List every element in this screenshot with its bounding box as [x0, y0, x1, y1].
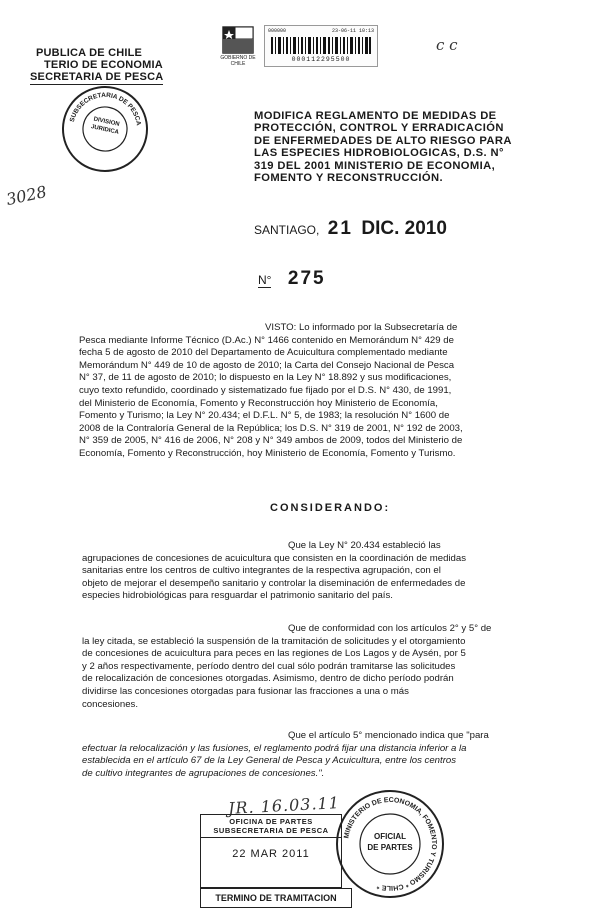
- para1-line: agrupaciones de concesiones de acuicultura que consisten en la coordinación de medidas: [82, 552, 467, 564]
- stamp-date: 22 MAR 2011: [232, 848, 310, 860]
- para1-line: especies hidrobiológicas para resguardar el patrimonio sanitario del país.: [82, 590, 393, 602]
- para3-line: efectuar la relocalización y las fusiones, el reglamento podrá fijar una distancia inferior a la: [82, 742, 467, 754]
- visto-line: 2008 de la Contraloría General de la República; los D.S. N° 319 de 2001, N° 192 de 2003,: [79, 422, 463, 434]
- visto-line: N° 359 de 2005, N° 416 de 2006, N° 208 y N° 349 ambos de 2009, todos del Ministerio de: [79, 435, 463, 447]
- title-line-5: 319 DEL 2001 MINISTERIO DE ECONOMIA,: [254, 159, 496, 172]
- para1-line: sanitarias entre los centros de cultivo integrantes de la respectiva agrupación, con el: [82, 565, 441, 577]
- title-line-6: FOMENTO Y RECONSTRUCCIÓN.: [254, 172, 444, 185]
- para2-line: la ley citada, se estableció la suspensión de la tramitación de solicitudes y el otorgamiento: [82, 635, 466, 647]
- considerando-paragraph-2: [82, 623, 528, 711]
- visto-line: Memorándum N° 449 de 10 de agosto de 2010; la Carta del Consejo Nacional de Pesca: [79, 359, 455, 371]
- title-line-1: MODIFICA REGLAMENTO DE MEDIDAS DE: [254, 110, 497, 122]
- decree-number: 275: [287, 268, 326, 289]
- seal-left-center: DIVISION JURIDICA: [90, 116, 120, 136]
- para1-line: Que la Ley N° 20.434 estableció las: [288, 540, 441, 551]
- letterhead-line-3: SECRETARIA DE PESCA: [30, 71, 164, 83]
- para2-line: y 2 años respectivamente, período dentro del cual sólo podrán tramitarse las solicitudes: [82, 660, 456, 672]
- visto-line: N° 37, de 11 de agosto de 2010; lo dispuesto en la Ley N° 18.892 y sus modificaciones,: [79, 372, 452, 384]
- title-line-3: DE ENFERMEDADES DE ALTO RIESGO PARA: [254, 134, 512, 147]
- visto-line: del Ministerio de Economía, Fomento y Reconstrucción hoy Ministerio de Economía,: [79, 397, 438, 409]
- para3-line: de cultivo integrantes de agrupaciones de concesiones.".: [82, 767, 325, 779]
- date-month-year: DIC. 2010: [361, 218, 447, 239]
- date-city: SANTIAGO,: [254, 223, 320, 237]
- considerando-paragraph-1: [82, 540, 528, 603]
- decree-date: [254, 218, 447, 240]
- barcode-label: [264, 25, 378, 67]
- division-juridica-seal: [54, 78, 156, 180]
- handwritten-corner-mark: c c: [436, 36, 458, 54]
- letterhead-line-2: TERIO DE ECONOMIA: [44, 59, 163, 71]
- considerando-heading: CONSIDERANDO:: [270, 502, 391, 514]
- visto-line: fecha 5 de agosto de 2010 del Departamento de Acuicultura complementado mediante: [79, 347, 448, 359]
- stamp-footer: TERMINO DE TRAMITACION: [215, 893, 337, 903]
- visto-line: Pesca mediante Informe Técnico (D.Ac.) N° 1466 contenido en Memorándum N° 429 de: [79, 334, 454, 346]
- stamp-line-1: OFICINA DE PARTES: [229, 817, 313, 826]
- barcode-top-right: 23-06-11 10:13: [331, 28, 374, 34]
- para2-line: concesiones.: [82, 698, 138, 710]
- crest-caption: GOBIERNO DE CHILE: [220, 55, 256, 67]
- para2-line: Que de conformidad con los artículos 2° y 5° de: [288, 623, 492, 634]
- para3-line: establecida en el artículo 67 de la Ley General de Pesca y Acuicultura, entre los centros: [82, 755, 457, 767]
- seal-right-center-2: DE PARTES: [367, 843, 413, 852]
- visto-line: VISTO: Lo informado por la Subsecretaría de: [265, 322, 458, 333]
- handwritten-margin-number: 3028: [4, 181, 49, 210]
- letterhead-line-1: PUBLICA DE CHILE: [36, 47, 143, 59]
- termino-tramitacion-box: [200, 888, 352, 908]
- decree-number-prefix: N°: [258, 273, 272, 287]
- oficina-partes-stamp: [200, 814, 342, 888]
- seal-left-ring-text: SUBSECRETARIA DE PESCA: [68, 91, 142, 127]
- visto-line: cuyo texto refundido, coordinado y sistematizado fue fijado por el D.S. N° 430, de 1991,: [79, 384, 452, 396]
- barcode-top-left: 000000: [268, 28, 287, 34]
- ministerio-seal: [336, 790, 444, 898]
- visto-paragraph: [79, 322, 527, 461]
- stamp-line-2: SUBSECRETARIA DE PESCA: [201, 826, 341, 838]
- para1-line: objeto de mejorar el desempeño sanitario y controlar la diseminación de enfermedades de: [82, 577, 466, 589]
- decree-title: [254, 110, 554, 184]
- visto-line: Economía, Fomento y Reconstrucción, hoy Ministerio de Economía, Fomento y Turismo.: [79, 447, 456, 459]
- seal-right-center-1: OFICIAL: [374, 832, 406, 841]
- barcode-bars: [271, 37, 371, 54]
- seal-right-ring-text: MINISTERIO DE ECONOMIA, FOMENTO Y TURISMO * CHILE *: [343, 796, 438, 892]
- para2-line: dividirse las concesiones otorgadas para fusionar las fracciones a una o más: [82, 685, 409, 697]
- visto-line: Fomento y Turismo; la Ley N° 20.434; el D.F.L. N° 5, de 1983; la resolución N° 1600 de: [79, 410, 450, 422]
- date-day: 21: [327, 218, 353, 239]
- letterhead: [30, 47, 190, 85]
- considerando-paragraph-3: [82, 730, 528, 780]
- title-line-2: PROTECCIÓN, CONTROL Y ERRADICACIÓN: [254, 122, 504, 135]
- para2-line: de concesiones de acuicultura para peces en las regiones de Los Lagos y de Aysén, por 5: [82, 648, 466, 660]
- decree-number-line: [258, 268, 326, 290]
- government-crest: [219, 25, 257, 69]
- para3-line: Que el artículo 5° mencionado indica que "para: [288, 730, 489, 741]
- para2-line: de relocalización de concesiones otorgadas. Asimismo, dentro de dicho período podrán: [82, 673, 454, 685]
- title-line-4: LAS ESPECIES HIDROBIOLOGICAS, D.S. N°: [254, 147, 504, 160]
- barcode-number: 000112295500: [291, 56, 351, 63]
- handwritten-bottom-note: JR. 16.03.11: [227, 793, 341, 818]
